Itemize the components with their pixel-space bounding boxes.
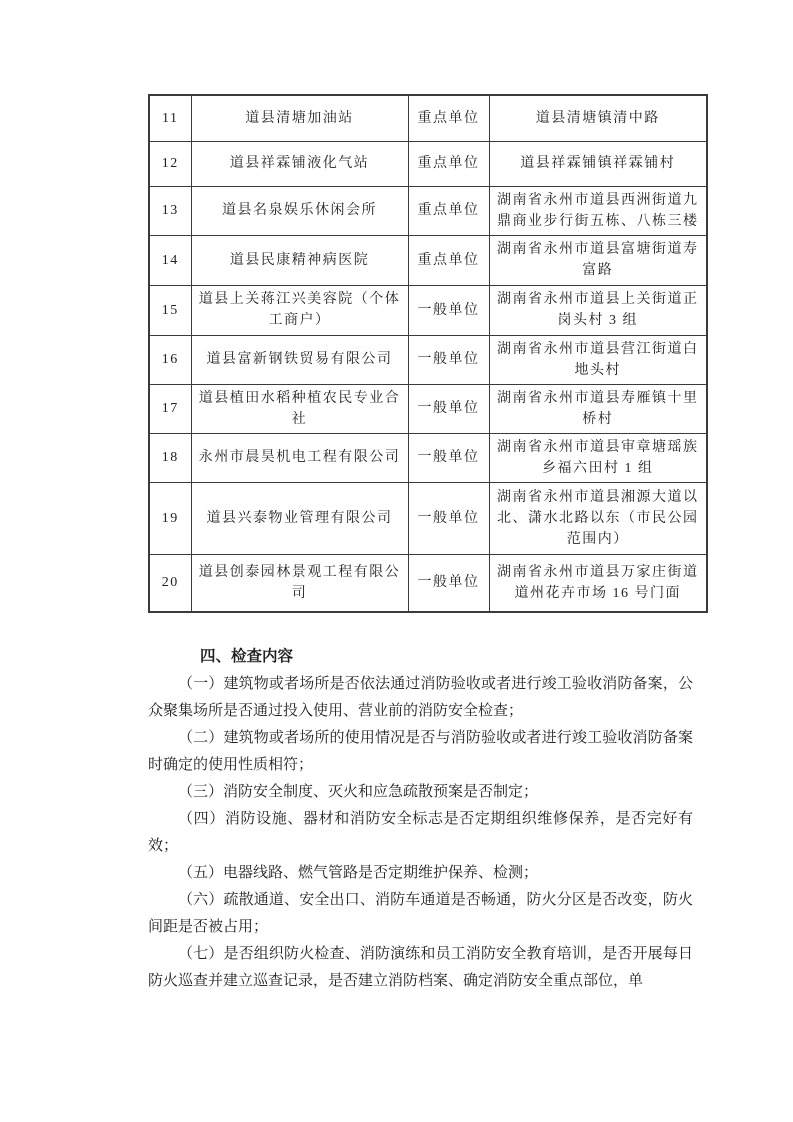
table-row xyxy=(149,335,707,384)
inspection-paragraph: （一）建筑物或者场所是否依法通过消防验收或者进行竣工验收消防备案，公众聚集场所是否通过投入使用、营业前的消防安全检查； xyxy=(148,675,693,719)
cell-address: 湖南省永州市道县西洲街道九鼎商业步行街五栋、八栋三楼 xyxy=(489,186,707,235)
cell-no: 14 xyxy=(149,235,191,285)
cell-no: 20 xyxy=(149,554,191,612)
cell-unit-name: 道县祥霖铺液化气站 xyxy=(191,141,408,186)
cell-unit-type: 重点单位 xyxy=(408,141,489,186)
cell-address: 道县祥霖铺镇祥霖铺村 xyxy=(489,141,707,186)
cell-no: 13 xyxy=(149,186,191,235)
table-row xyxy=(149,482,707,554)
cell-unit-name: 道县清塘加油站 xyxy=(191,95,408,141)
cell-unit-name: 道县兴泰物业管理有限公司 xyxy=(191,482,408,554)
inspection-paragraph: （四）消防设施、器材和消防安全标志是否定期组织维修保养，是否完好有效； xyxy=(148,810,693,854)
cell-no: 11 xyxy=(149,95,191,141)
table-row xyxy=(149,554,707,612)
cell-unit-name: 道县名泉娱乐休闲会所 xyxy=(191,186,408,235)
cell-address: 道县清塘镇清中路 xyxy=(489,95,707,141)
inspection-paragraphs xyxy=(148,670,693,994)
cell-unit-name: 道县植田水稻种植农民专业合社 xyxy=(191,384,408,433)
table-row xyxy=(149,285,707,335)
cell-no: 18 xyxy=(149,433,191,482)
inspection-paragraph: （二）建筑物或者场所的使用情况是否与消防验收或者进行竣工验收消防备案时确定的使用性质相符； xyxy=(148,729,693,773)
cell-unit-type: 一般单位 xyxy=(408,384,489,433)
cell-address: 湖南省永州市道县营江街道白地头村 xyxy=(489,335,707,384)
cell-unit-name: 道县上关蒋江兴美容院（个体工商户） xyxy=(191,285,408,335)
inspection-paragraph: （七）是否组织防火检查、消防演练和员工消防安全教育培训，是否开展每日防火巡查并建立巡查记录，是否建立消防档案、确定消防安全重点部位，单 xyxy=(148,945,693,989)
table-row xyxy=(149,384,707,433)
cell-address: 湖南省永州市道县湘源大道以北、潇水北路以东（市民公园范围内） xyxy=(489,482,707,554)
cell-no: 17 xyxy=(149,384,191,433)
inspection-paragraph: （五）电器线路、燃气管路是否定期维护保养、检测； xyxy=(178,864,539,881)
cell-address: 湖南省永州市道县万家庄街道道州花卉市场 16 号门面 xyxy=(489,554,707,612)
cell-unit-name: 道县民康精神病医院 xyxy=(191,235,408,285)
inspection-content-section xyxy=(148,643,693,994)
cell-no: 16 xyxy=(149,335,191,384)
table-row xyxy=(149,433,707,482)
cell-no: 12 xyxy=(149,141,191,186)
section-heading: 四、检查内容 xyxy=(200,648,294,665)
cell-address: 湖南省永州市道县审章塘瑶族乡福六田村 1 组 xyxy=(489,433,707,482)
inspection-paragraph: （三）消防安全制度、灭火和应急疏散预案是否制定； xyxy=(178,783,539,800)
cell-unit-type: 重点单位 xyxy=(408,186,489,235)
table-row xyxy=(149,141,707,186)
cell-no: 19 xyxy=(149,482,191,554)
cell-no: 15 xyxy=(149,285,191,335)
cell-address: 湖南省永州市道县寿雁镇十里桥村 xyxy=(489,384,707,433)
cell-address: 湖南省永州市道县富塘街道寿富路 xyxy=(489,235,707,285)
cell-unit-type: 重点单位 xyxy=(408,95,489,141)
units-table xyxy=(148,94,708,613)
cell-address: 湖南省永州市道县上关街道正岗头村 3 组 xyxy=(489,285,707,335)
cell-unit-type: 一般单位 xyxy=(408,335,489,384)
cell-unit-type: 一般单位 xyxy=(408,554,489,612)
cell-unit-name: 道县富新钢铁贸易有限公司 xyxy=(191,335,408,384)
cell-unit-name: 道县创泰园林景观工程有限公司 xyxy=(191,554,408,612)
cell-unit-type: 一般单位 xyxy=(408,285,489,335)
cell-unit-name: 永州市晨昊机电工程有限公司 xyxy=(191,433,408,482)
table-row xyxy=(149,235,707,285)
cell-unit-type: 一般单位 xyxy=(408,482,489,554)
inspection-paragraph: （六）疏散通道、安全出口、消防车通道是否畅通，防火分区是否改变，防火间距是否被占用； xyxy=(148,891,693,935)
table-row xyxy=(149,186,707,235)
table-row xyxy=(149,95,707,141)
units-table-body xyxy=(149,95,707,612)
cell-unit-type: 一般单位 xyxy=(408,433,489,482)
cell-unit-type: 重点单位 xyxy=(408,235,489,285)
